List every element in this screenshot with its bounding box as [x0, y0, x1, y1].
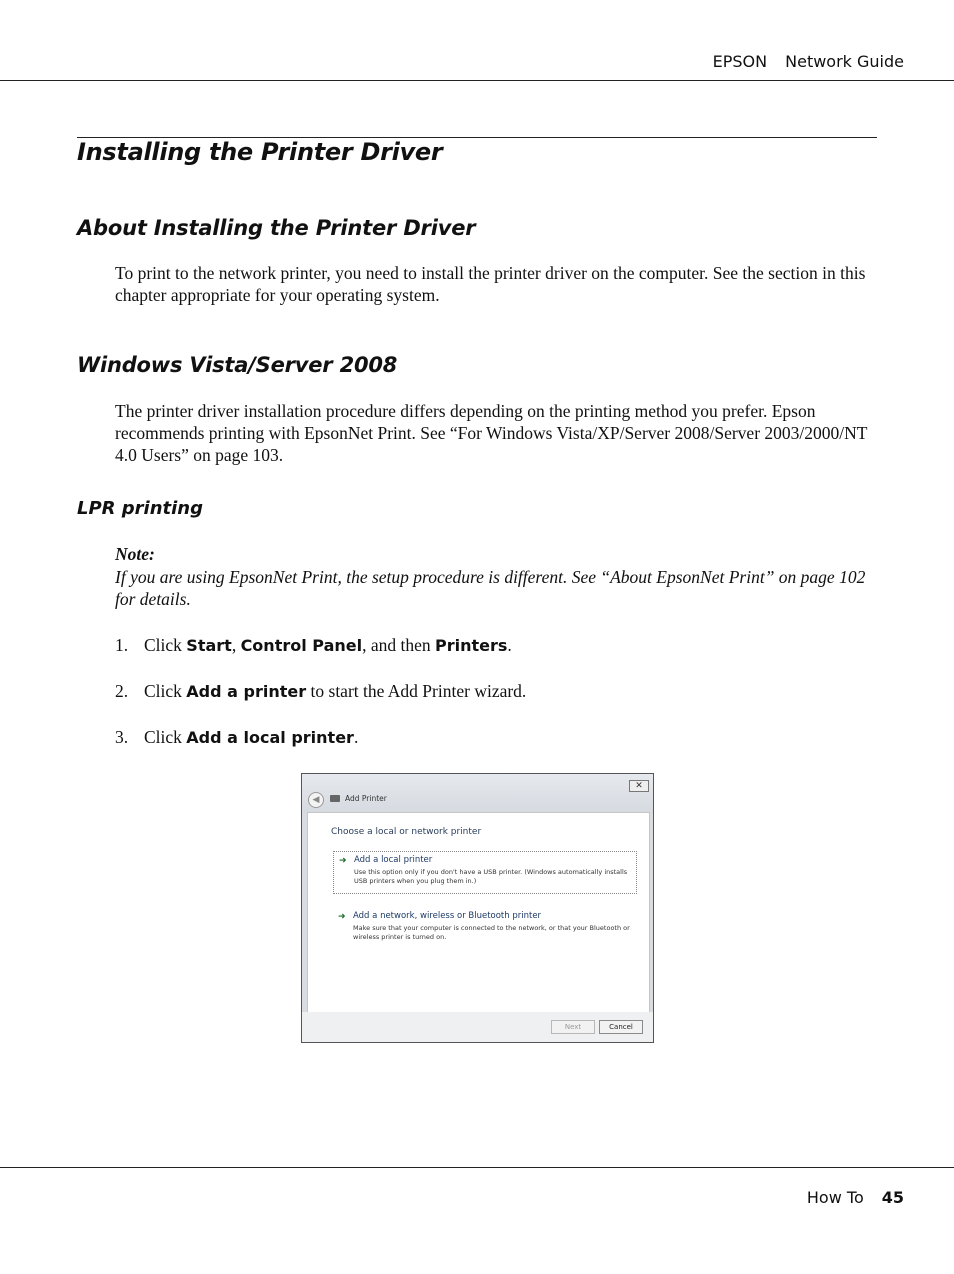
- step-text: .: [353, 727, 359, 747]
- running-footer: [807, 1188, 904, 1207]
- cancel-button[interactable]: Cancel: [599, 1020, 643, 1034]
- header-guide: Network Guide: [785, 52, 904, 71]
- add-printer-dialog: [301, 773, 654, 1043]
- step-keyword-add-printer: Add a printer: [186, 682, 307, 701]
- vista-paragraph: The printer driver installation procedure differs depending on the printing method you prefer. Epson recommends printing with EpsonNet Print. See “For Windows Vista/XP/Server 2008/Server 2003/2000/NT 4.0 Users” on page 103.: [115, 401, 868, 465]
- step-text: Click: [144, 681, 187, 701]
- header-brand: EPSON: [712, 52, 768, 71]
- close-icon[interactable]: ✕: [629, 780, 649, 792]
- option-description: Use this option only if you don't have a USB printer. (Windows automatically installs USB printers when you plug them in.): [354, 868, 628, 885]
- note-body: If you are using EpsonNet Print, the setup procedure is different. See “About EpsonNet Print” on page 102 for details.: [115, 567, 866, 609]
- step-number: 3.: [115, 727, 129, 747]
- step-number: 1.: [115, 635, 129, 655]
- step-1: [115, 635, 512, 656]
- step-keyword-add-local-printer: Add a local printer: [186, 728, 354, 747]
- step-2: [115, 681, 526, 702]
- back-arrow-icon[interactable]: ◀: [308, 792, 324, 808]
- green-arrow-icon: ➜: [338, 912, 346, 922]
- footer-section: How To: [806, 1188, 864, 1207]
- vista-heading: Windows Vista/Server 2008: [77, 353, 398, 377]
- running-header: [713, 52, 904, 71]
- dialog-title: Add Printer: [345, 794, 387, 803]
- green-arrow-icon: ➜: [339, 856, 347, 866]
- printer-icon: [330, 795, 340, 802]
- note-title: Note:: [115, 544, 155, 564]
- step-keyword-printers: Printers: [435, 636, 508, 655]
- step-text: ,: [231, 635, 241, 655]
- section-title: Installing the Printer Driver: [77, 138, 443, 166]
- dialog-content: [307, 812, 650, 1014]
- about-paragraph: To print to the network printer, you need to install the printer driver on the computer. See the section in this chapter appropriate for your operating system.: [115, 263, 866, 305]
- step-text: Click: [144, 635, 187, 655]
- option-description: Make sure that your computer is connected to the network, or that your Bluetooth or wireless printer is turned on.: [353, 924, 630, 941]
- option-add-network-printer[interactable]: [333, 908, 635, 949]
- about-heading: About Installing the Printer Driver: [77, 216, 476, 240]
- dialog-footer: [302, 1012, 653, 1042]
- dialog-prompt: Choose a local or network printer: [331, 827, 482, 837]
- lpr-heading: LPR printing: [77, 498, 204, 519]
- footer-rule: [0, 1167, 954, 1168]
- step-text: to start the Add Printer wizard.: [306, 681, 527, 701]
- step-keyword-control-panel: Control Panel: [240, 636, 363, 655]
- dialog-titlebar: [302, 774, 653, 812]
- option-add-local-printer[interactable]: [333, 851, 637, 894]
- step-text: Click: [144, 727, 187, 747]
- step-text: .: [507, 635, 512, 655]
- option-title: Add a local printer: [354, 855, 433, 865]
- step-number: 2.: [115, 681, 129, 701]
- option-title: Add a network, wireless or Bluetooth printer: [353, 911, 542, 921]
- page-number: 45: [881, 1188, 904, 1207]
- next-button[interactable]: Next: [551, 1020, 595, 1034]
- header-rule: [0, 80, 954, 81]
- step-keyword-start: Start: [186, 636, 232, 655]
- step-3: [115, 727, 358, 748]
- step-text: , and then: [362, 635, 435, 655]
